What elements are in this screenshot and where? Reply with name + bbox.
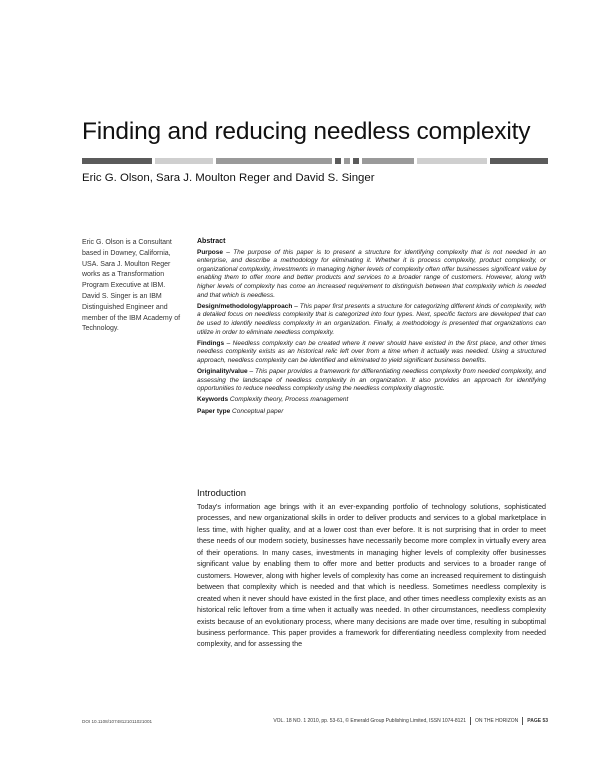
title-decorative-rule [82,158,548,164]
keywords-text: Complexity theory, Process management [228,396,349,404]
introduction-heading: Introduction [197,487,246,498]
rule-segment [335,158,341,164]
originality-text: – This paper provides a framework for differentiating needless complexity from needed complexity, and assessing the landscape of needless complexity in an organization. It also provides an approach for identifying opportunities to reduce needless complexity using the needless complexity diagnostic. [197,368,546,393]
purpose-label: Purpose [197,248,224,256]
paper-authors: Eric G. Olson, Sara J. Moulton Reger and David S. Singer [82,172,375,184]
findings-label: Findings [197,339,225,347]
abstract-paper-type [197,408,546,417]
originality-label: Originality/value [197,368,248,376]
rule-segment [490,158,548,164]
rule-segment [216,158,332,164]
footer-separator [470,717,471,725]
footer-citation: VOL. 18 NO. 1 2010, pp. 53-61, © Emerald Group Publishing Limited, ISSN 1074-8121 [273,718,466,724]
abstract-design [197,303,546,337]
abstract-findings [197,340,546,366]
abstract-keywords [197,396,546,405]
rule-segment [353,158,359,164]
keywords-label: Keywords [197,396,229,404]
design-label: Design/methodology/approach [197,302,293,310]
author-bio: Eric G. Olson is a Consultant based in Downey, California, USA. Sara J. Moulton Reger works as a Transformation Program Executive at IBM. David S. Singer is an IBM Distinguished Engineer and member of the IBM Academy of Technology. [82,239,181,333]
footer-separator [522,717,523,725]
abstract-section [197,238,546,419]
footer-citation-bar [273,717,548,725]
findings-text: – Needless complexity can be created where it never should have existed in the first place, and other times needless complexity exists as an historical relic left over from a time when it actually was needed. Using a structured approach, needless complexity can be identified and eliminated to yield significant business benefits. [197,339,546,364]
rule-segment [344,158,350,164]
paper-title: Finding and reducing needless complexity [82,118,531,145]
abstract-originality [197,368,546,394]
footer-page-number: PAGE 53 [527,718,548,724]
paper-type-text: Conceptual paper [230,407,284,415]
introduction-body: Today's information age brings with it an ever-expanding portfolio of technology solutions, sophisticated processes, and new organizational skills in order to deliver products and services to a global marketplace in less time, with higher quality, and at a lower cost than ever before. It is not surprising that in order to meet these needs of our modern society, businesses have necessarily become more complex in virtually every area of their operations. In many cases, investments in managing higher levels of complexity offer businesses significant value by enabling them to offer more and better products and services to a broader range of customers. However, along with higher levels of complexity has come an increased requirement to distinguish between that complexity which is needed and that which is needless. Sometimes needless complexity is created when it never should have existed in the first place, and other times needless complexity exists as an historical relic leftover from a time when it actually was needed. In other circumstances, needless complexity exists because of an evolutionary process, where many decisions are made over time, resulting in suboptimal business performance. This paper provides a framework for differentiating needless complexity from needed complexity, and for assessing the [197,503,546,649]
footer-journal: ON THE HORIZON [475,718,519,724]
rule-segment [362,158,414,164]
abstract-purpose [197,249,546,301]
footer-doi: DOI 10.1108/10748121011021001 [82,719,153,724]
purpose-text: – The purpose of this paper is to present a structure for identifying complexity that is not needed in an enterprise, and describe a methodology for eliminating it. Whether it is process complexity, product complexity, or organizational complexity, investments in managing higher levels of complexity often offer businesses significant value by enabling them to offer more and better products and services to a broader range of customers. However, along with higher levels of complexity has come an increased requirement to distinguish between that complexity which is needed and that which is needless. [197,248,546,299]
abstract-heading: Abstract [197,238,226,245]
design-text: – This paper first presents a structure for categorizing different kinds of complexity, with a detailed focus on needless complexity that is categorized into four types. Next, specific factors are developed that can be used to identify needless complexity in an organization. Finally, a methodology is presented that organizations can utilize in order to eliminate needless complexity. [197,302,546,336]
rule-segment [155,158,213,164]
paper-type-label: Paper type [197,407,231,415]
rule-segment [417,158,487,164]
rule-segment [82,158,152,164]
